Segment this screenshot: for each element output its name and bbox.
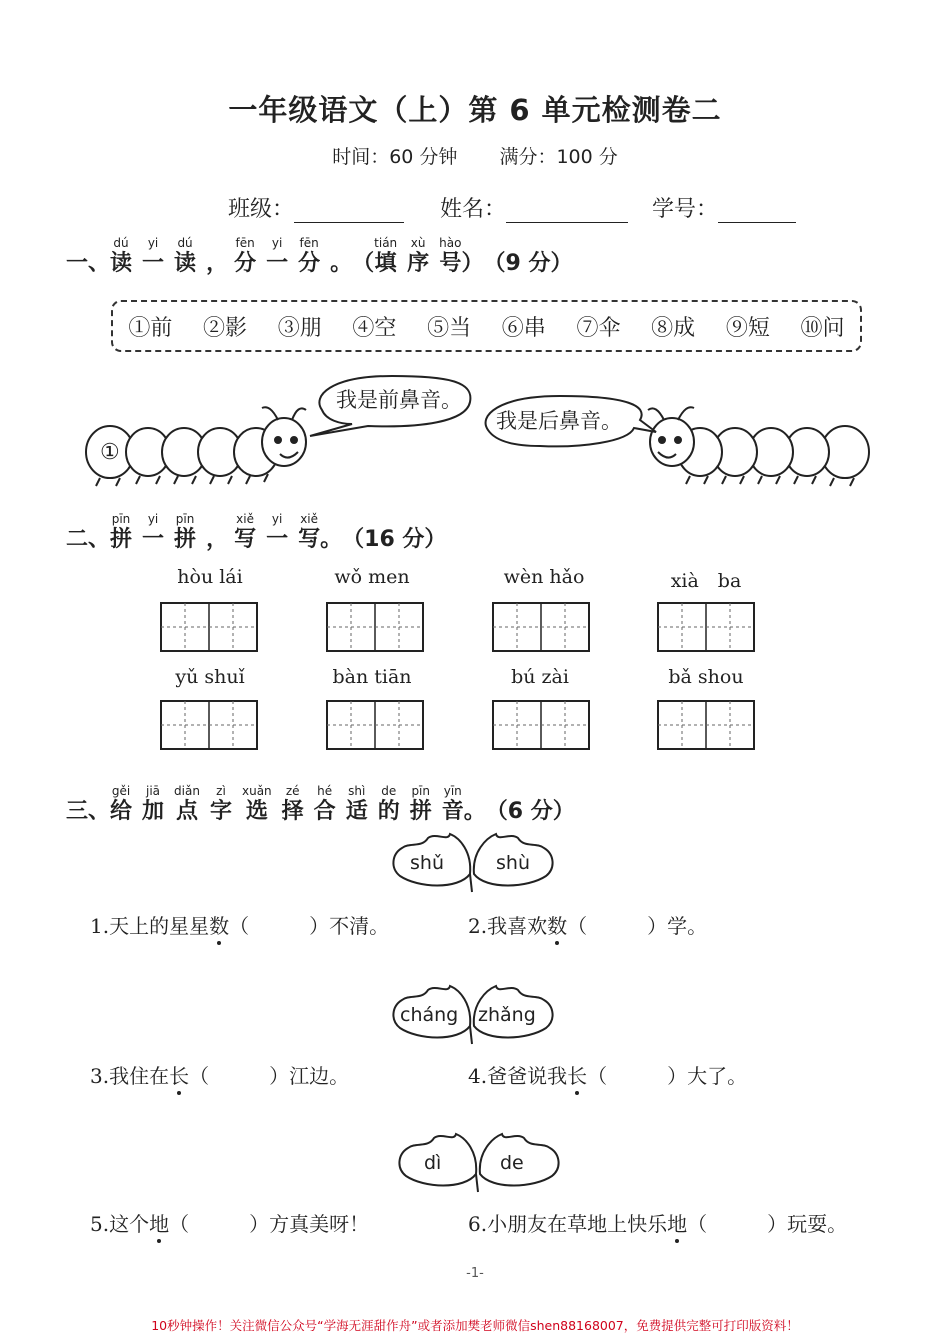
ruby-char: yīn 音 (441, 784, 464, 824)
ruby-char: pīn 拼 (174, 512, 197, 552)
section1-score: （9 分） (483, 251, 573, 276)
pinyin-label: bú zài (511, 666, 569, 688)
exam-meta (0, 142, 950, 169)
question-6: 6.小朋友在草地上快乐地（ ）玩耍。 (468, 1208, 847, 1237)
dotted-char: 地 (149, 1208, 169, 1237)
pinyin-label: xià ba (670, 570, 742, 592)
comma: ， (206, 251, 229, 276)
period: 。 (463, 799, 486, 824)
writing-grid[interactable] (326, 602, 426, 654)
ruby-char: xù 序 (407, 236, 430, 276)
class-label: 班级： (228, 197, 295, 222)
writing-grid[interactable] (160, 602, 260, 654)
pinyin-label: hòu lái (177, 566, 243, 588)
answer-blank[interactable]: （ ） (567, 914, 668, 938)
pinyin-label: bàn tiān (332, 666, 412, 688)
section1-prefix: 一、 (66, 251, 111, 276)
char-item: ⑤当 (427, 315, 472, 341)
dotted-char: 数 (547, 910, 567, 939)
ruby-char: tián 填 (374, 236, 398, 276)
dotted-char: 长 (169, 1060, 189, 1089)
ruby-char: zé 择 (281, 784, 304, 824)
char-item: ③朋 (277, 315, 322, 341)
section1-heading (66, 236, 572, 277)
char-item: ①前 (128, 315, 173, 341)
section3-heading (66, 784, 575, 825)
ruby-char: dú 读 (110, 236, 133, 276)
example-mark: ① (100, 440, 120, 465)
ruby-char: xuǎn 选 (241, 784, 272, 824)
period: 。 (330, 251, 353, 276)
leaf-option[interactable]: cháng (400, 1004, 459, 1026)
question-1: 1.天上的星星数（ ）不清。 (90, 910, 389, 939)
section3-prefix: 三、 (66, 799, 111, 824)
period: 。 (320, 527, 343, 552)
ruby-char: shì 适 (345, 784, 368, 824)
answer-blank[interactable]: （ ） (169, 1212, 270, 1236)
bubble-back-text: 我是后鼻音。 (496, 409, 622, 433)
pinyin-label: bǎ shou (668, 666, 744, 688)
char-item: ④空 (352, 315, 397, 341)
char-item: ⑩问 (800, 315, 845, 341)
right-caterpillar-icon (648, 407, 869, 486)
full-score: 满分：100 分 (499, 146, 618, 168)
answer-blank[interactable]: （ ） (229, 914, 330, 938)
ruby-char: jiā 加 (142, 784, 165, 824)
ruby-char: dú 读 (174, 236, 197, 276)
ruby-char: yi 一 (266, 512, 289, 552)
section2-score: （16 分） (342, 527, 447, 552)
page-number: -1- (466, 1266, 484, 1281)
open-paren: （ (352, 251, 375, 276)
number-blank[interactable] (718, 200, 796, 223)
char-item: ②影 (203, 315, 248, 341)
question-3: 3.我住在长（ ）江边。 (90, 1060, 349, 1089)
ruby-char: hào 号 (439, 236, 462, 276)
writing-grid[interactable] (492, 602, 592, 654)
section3-score: （6 分） (485, 799, 575, 824)
leaf-option[interactable]: shù (496, 852, 530, 874)
pinyin-label: wèn hǎo (503, 566, 585, 588)
ruby-char: fēn 分 (298, 236, 321, 276)
ruby-char: diǎn 点 (174, 784, 200, 824)
writing-grid[interactable] (160, 700, 260, 752)
leaf-option[interactable]: dì (424, 1152, 442, 1174)
ruby-char: xiě 写 (234, 512, 257, 552)
page-title: 一年级语文（上）第 6 单元检测卷二 (228, 93, 722, 127)
section2-heading (66, 512, 446, 553)
comma: ， (206, 527, 229, 552)
leaf-option[interactable]: zhǎng (478, 1004, 536, 1026)
ruby-char: gěi 给 (110, 784, 133, 824)
writing-grid[interactable] (326, 700, 426, 752)
char-item: ⑨短 (725, 315, 770, 341)
writing-grid[interactable] (657, 602, 757, 654)
class-blank[interactable] (294, 200, 404, 223)
ruby-char: hé 合 (313, 784, 336, 824)
dotted-char: 数 (209, 910, 229, 939)
ruby-char: pīn 拼 (110, 512, 133, 552)
caterpillar-illustration (0, 370, 950, 500)
ruby-char: de 的 (377, 784, 400, 824)
ruby-char: xiě 写 (298, 512, 321, 552)
char-item: ⑥串 (501, 315, 546, 341)
question-4: 4.爸爸说我长（ ）大了。 (468, 1060, 747, 1089)
dotted-char: 地 (667, 1208, 687, 1237)
ruby-char: yi 一 (142, 236, 165, 276)
char-item: ⑧成 (651, 315, 696, 341)
name-blank[interactable] (506, 200, 628, 223)
answer-blank[interactable]: （ ） (189, 1064, 290, 1088)
promo-footer: 10秒钟操作！关注微信公众号“学海无涯甜作舟”或者添加樊老师微信shen88168007，免费提供完整可打印版资料！ (151, 1318, 799, 1333)
class-field (228, 192, 404, 223)
number-label: 学号： (652, 197, 719, 222)
ruby-char: zì 字 (209, 784, 232, 824)
answer-blank[interactable]: （ ） (587, 1064, 688, 1088)
dotted-char: 长 (567, 1060, 587, 1089)
leaf-option[interactable]: de (500, 1152, 524, 1174)
leaf-pair-icon (394, 1130, 564, 1194)
char-item: ⑦伞 (576, 315, 621, 341)
answer-blank[interactable]: （ ） (687, 1212, 788, 1236)
writing-grid[interactable] (657, 700, 757, 752)
bubble-front-text: 我是前鼻音。 (336, 388, 462, 412)
ruby-char: fēn 分 (234, 236, 257, 276)
name-field (440, 192, 628, 223)
pinyin-label: yǔ shuǐ (175, 666, 245, 688)
ruby-char: yi 一 (266, 236, 289, 276)
leaf-option[interactable]: shǔ (410, 852, 444, 874)
time-limit: 时间：60 分钟 (332, 146, 458, 168)
name-label: 姓名： (440, 197, 507, 222)
section2-prefix: 二、 (66, 527, 111, 552)
character-bank (111, 300, 862, 352)
student-number-field (652, 192, 796, 223)
question-2: 2.我喜欢数（ ）学。 (468, 910, 707, 939)
ruby-char: pīn 拼 (409, 784, 432, 824)
close-paren: ） (461, 251, 484, 276)
writing-grid[interactable] (492, 700, 592, 752)
ruby-char: yi 一 (142, 512, 165, 552)
pinyin-label: wǒ men (334, 566, 410, 588)
question-5: 5.这个地（ ）方真美呀！ (90, 1208, 369, 1237)
